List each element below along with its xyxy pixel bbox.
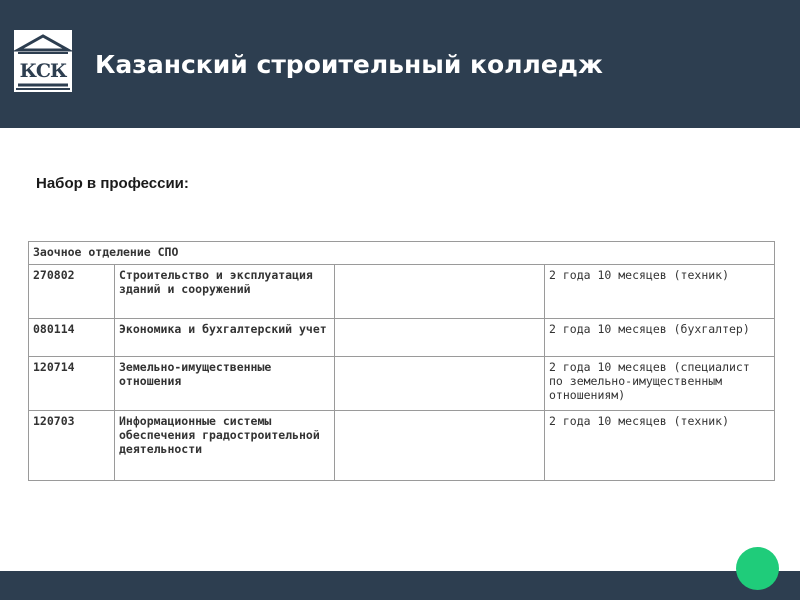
program-duration: 2 года 10 месяцев (техник) — [545, 265, 775, 319]
program-code: 080114 — [29, 319, 115, 357]
next-slide-button[interactable] — [736, 547, 779, 590]
program-name: Информационные системы обеспечения градостроительной деятельности — [115, 411, 335, 481]
table-row — [29, 357, 775, 411]
table-row — [29, 319, 775, 357]
programs-table — [28, 241, 775, 481]
program-extra — [335, 319, 545, 357]
program-name: Земельно-имущественные отношения — [115, 357, 335, 411]
program-extra — [335, 411, 545, 481]
college-logo — [14, 30, 72, 92]
program-name: Строительство и эксплуатация зданий и сооружений — [115, 265, 335, 319]
footer-bar — [0, 571, 800, 600]
program-duration: 2 года 10 месяцев (бухгалтер) — [545, 319, 775, 357]
section-label: Заочное отделение СПО — [29, 242, 775, 265]
logo-letters: КСК — [19, 60, 67, 82]
program-code: 120703 — [29, 411, 115, 481]
program-code: 120714 — [29, 357, 115, 411]
program-extra — [335, 265, 545, 319]
program-extra — [335, 357, 545, 411]
page-title: Казанский строительный колледж — [95, 50, 603, 79]
program-duration: 2 года 10 месяцев (техник) — [545, 411, 775, 481]
program-code: 270802 — [29, 265, 115, 319]
program-name: Экономика и бухгалтерский учет — [115, 319, 335, 357]
table-row — [29, 411, 775, 481]
table-row — [29, 265, 775, 319]
header-bar — [0, 0, 800, 128]
section-heading: Набор в профессии: — [36, 175, 189, 192]
section-header-row — [29, 242, 775, 265]
program-duration: 2 года 10 месяцев (специалист по земельно-имущественным отношениям) — [545, 357, 775, 411]
programs-table-container — [28, 241, 774, 487]
